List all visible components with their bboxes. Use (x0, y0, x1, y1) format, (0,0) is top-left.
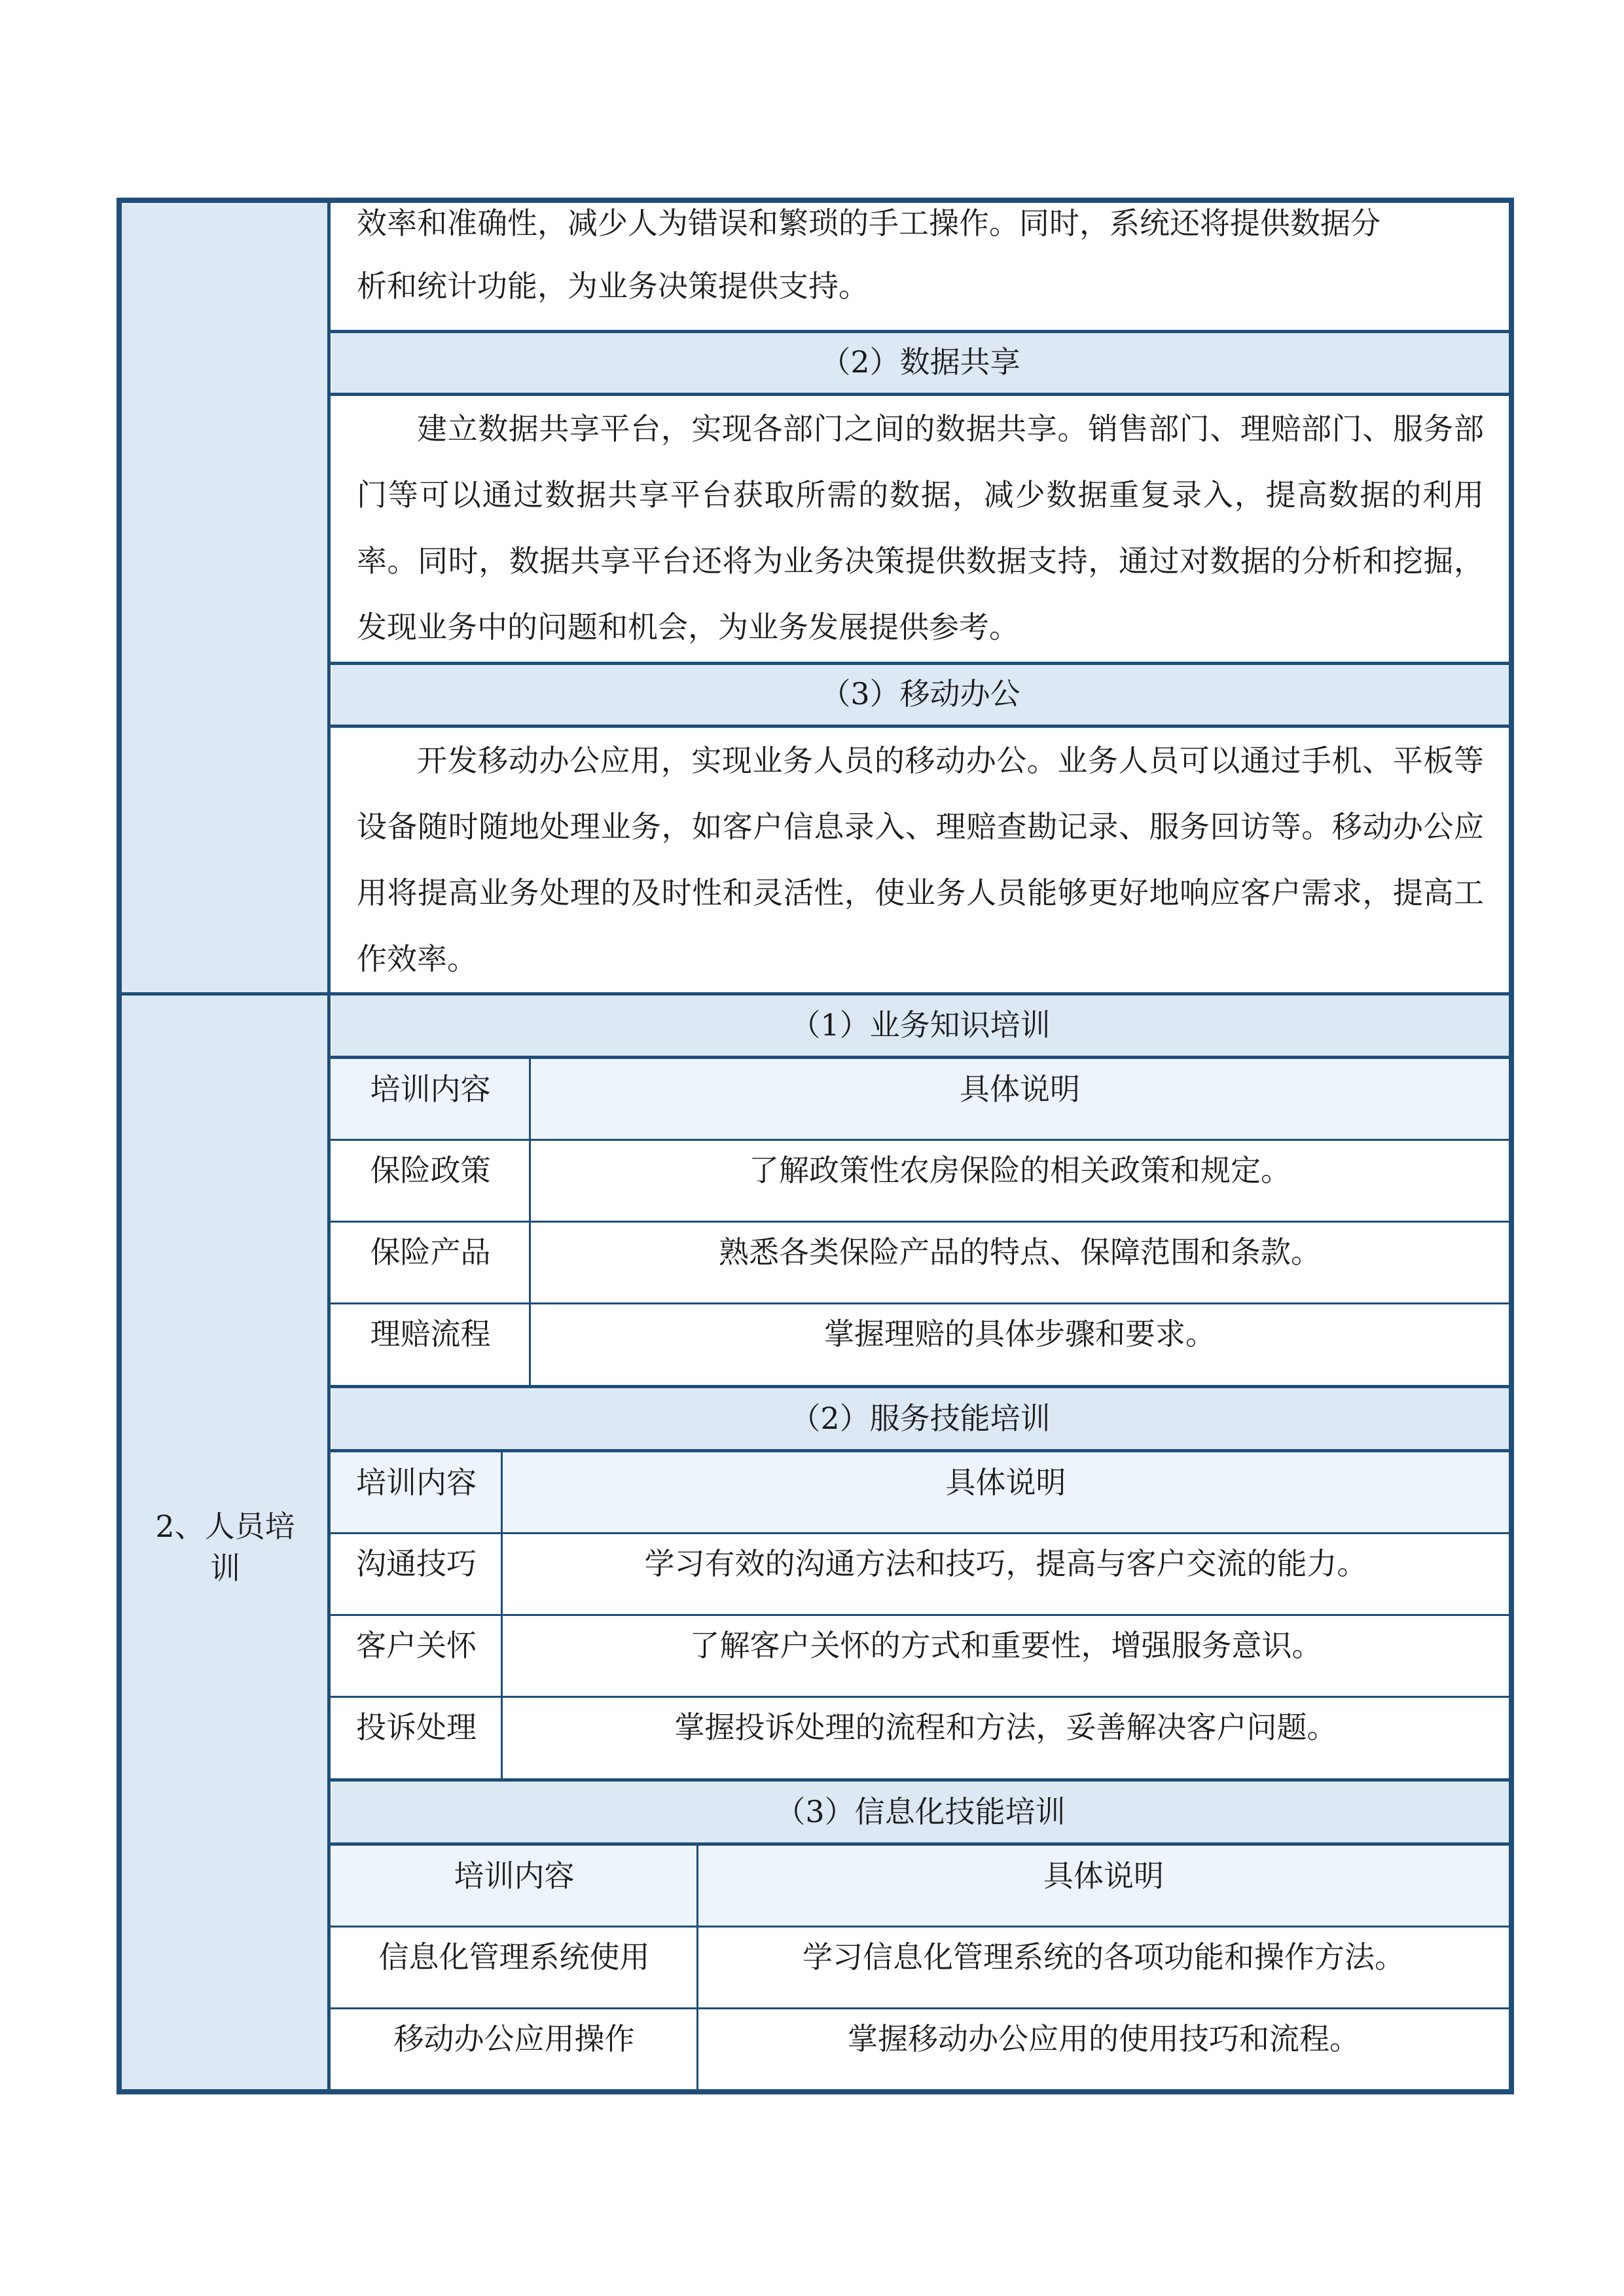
continuation-line-1: 效率和准确性，减少人为错误和繁琐的手工操作。同时，系统还将提供数据分 (357, 206, 1380, 241)
business-training-title: （1）业务知识培训 (790, 1007, 1051, 1043)
row-divider (329, 1926, 1514, 1928)
table-cell: 了解政策性农房保险的相关政策和规定。 (749, 1153, 1291, 1188)
divider (329, 662, 1514, 665)
data-sharing-title: （2）数据共享 (820, 344, 1020, 380)
section-label-line-2: 训 (210, 1551, 240, 1586)
mobile-office-paragraph: 开发移动办公应用，实现业务人员的移动办公。业务人员可以通过手机、平板等设备随时随地处理业务，如客户信息录入、理赔查勘记录、服务回访等。移动办公应用将提高业务处理的及时性和灵活性，使业务人员能够更好地响应客户需求，提高工作效率。 (357, 743, 1484, 977)
mobile-office-title: （3）移动办公 (820, 676, 1020, 711)
row-divider (329, 1302, 1514, 1304)
table-cell: 保险产品 (370, 1234, 491, 1270)
row-divider (329, 1696, 1514, 1698)
header-cell: 具体说明 (945, 1465, 1066, 1500)
header-cell: 具体说明 (960, 1071, 1080, 1107)
table-cell: 掌握移动办公应用的使用技巧和流程。 (848, 2021, 1360, 2056)
table-cell: 掌握投诉处理的流程和方法，妥善解决客户问题。 (674, 1710, 1337, 1745)
left-column-divider (327, 198, 331, 2094)
section-label (122, 1505, 329, 1589)
table-cell: 保险政策 (370, 1153, 491, 1188)
data-sharing-paragraph: 建立数据共享平台，实现各部门之间的数据共享。销售部门、理赔部门、服务部门等可以通过数据共享平台获取所需的数据，减少数据重复录入，提高数据的利用率。同时，数据共享平台还将为业务决策提供数据支持，通过对数据的分析和挖掘，发现业务中的问题和机会，为业务发展提供参考。 (357, 411, 1484, 645)
row-divider (329, 1139, 1514, 1141)
header-cell: 具体说明 (1043, 1858, 1164, 1893)
table-cell: 移动办公应用操作 (393, 2021, 635, 2056)
table-cell: 信息化管理系统使用 (378, 1939, 650, 1975)
header-cell: 培训内容 (356, 1465, 477, 1500)
divider (329, 1449, 1514, 1452)
divider (329, 1056, 1514, 1059)
section-label-line-1: 2、人员培 (155, 1509, 295, 1544)
table-cell: 理赔流程 (370, 1316, 491, 1352)
table-cell: 客户关怀 (356, 1628, 477, 1663)
service-training-title: （2）服务技能培训 (790, 1401, 1051, 1436)
table-cell: 沟通技巧 (356, 1546, 477, 1581)
header-cell: 培训内容 (370, 1071, 491, 1107)
divider (329, 330, 1514, 333)
divider (329, 1842, 1514, 1846)
table-cell: 熟悉各类保险产品的特点、保障范围和条款。 (719, 1234, 1321, 1270)
table-cell: 掌握理赔的具体步骤和要求。 (824, 1316, 1216, 1352)
table-cell: 学习信息化管理系统的各项功能和操作方法。 (803, 1939, 1405, 1975)
divider (329, 1778, 1514, 1782)
table-cell: 了解客户关怀的方式和重要性，增强服务意识。 (689, 1628, 1322, 1663)
header-cell: 培训内容 (454, 1858, 575, 1893)
section-divider (117, 992, 1514, 996)
table-cell: 投诉处理 (356, 1710, 477, 1745)
continuation-line-2: 析和统计功能，为业务决策提供支持。 (357, 268, 869, 304)
row-divider (329, 1221, 1514, 1223)
it-training-title: （3）信息化技能培训 (775, 1794, 1066, 1829)
row-divider (329, 1614, 1514, 1616)
row-divider (329, 2007, 1514, 2009)
divider (329, 1385, 1514, 1388)
row-divider (329, 1532, 1514, 1534)
table-cell: 学习有效的沟通方法和技巧，提高与客户交流的能力。 (644, 1546, 1367, 1581)
